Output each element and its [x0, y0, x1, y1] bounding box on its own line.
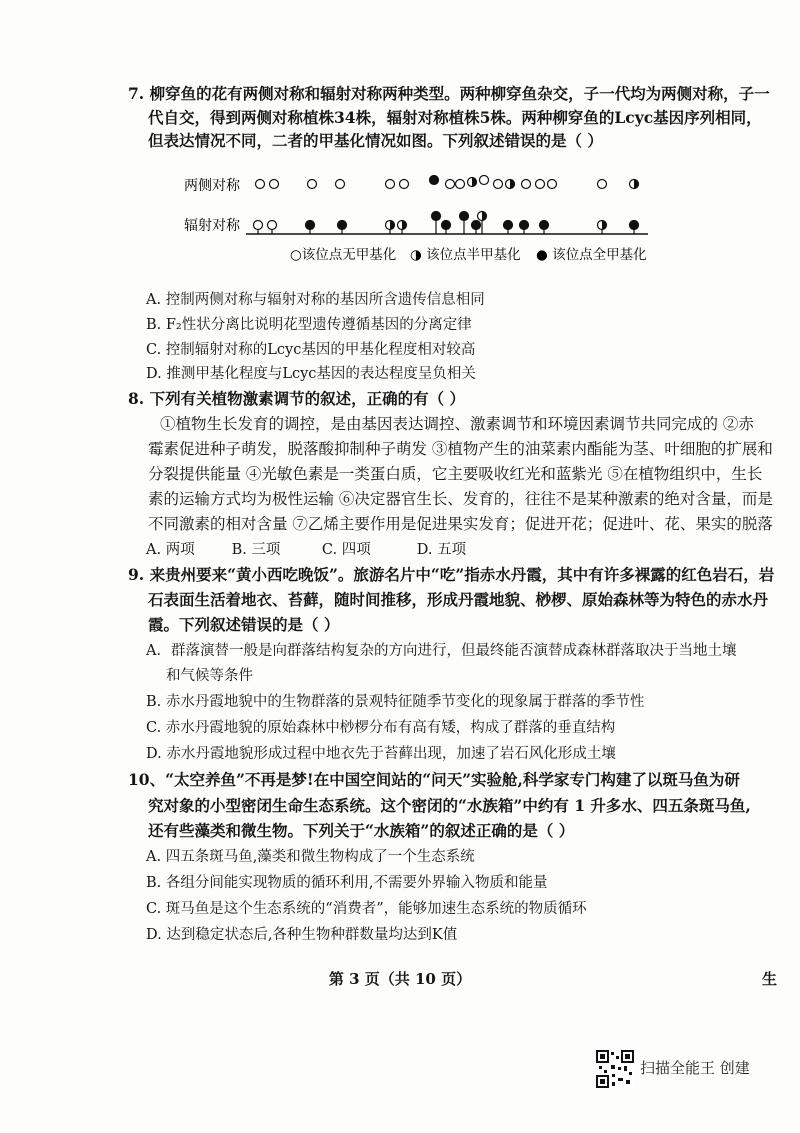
radial-site-full — [520, 221, 529, 235]
radial-site-full — [630, 221, 639, 235]
bilateral-site-full — [430, 176, 439, 185]
bilateral-sites — [256, 176, 639, 189]
radial-site-none — [268, 221, 277, 235]
bilateral-site-none — [536, 180, 545, 189]
bilateral-site-none — [336, 180, 345, 189]
radial-site-full — [432, 212, 441, 235]
q10-option-a: A. 四五条斑马鱼,藻类和微生物构成了一个生态系统 — [146, 849, 475, 865]
radial-site-full — [442, 221, 451, 235]
bilateral-site-none — [386, 180, 395, 189]
radial-site-full — [306, 221, 315, 235]
q7-option-b: B. F₂性状分离比说明花型遗传遵循基因的分离定律 — [146, 317, 472, 333]
bilateral-site-none — [308, 180, 317, 189]
page-number: 第 3 页（共 10 页） — [328, 970, 472, 988]
radial-site-full — [338, 221, 347, 235]
q9-stem-line-2: 石表面生活着地衣、苔藓，随时间推移，形成丹霞地貌、桫椤、原始森林等为特色的赤水丹 — [148, 590, 769, 609]
q7-stem-line-3: 但表达情况不同，二者的甲基化情况如图。下列叙述错误的是（ ） — [148, 131, 603, 150]
bilateral-site-none — [446, 180, 455, 189]
bilateral-site-half — [630, 180, 639, 189]
q7-stem-line-2: 代自交，得到两侧对称植株34株，辐射对称植株5株。两种柳穿鱼的Lcyc基因序列相同， — [148, 108, 762, 127]
q9-stem-line-3: 霞。下列叙述错误的是（ ） — [148, 615, 340, 634]
q7-option-a: A. 控制两侧对称与辐射对称的基因所含遗传信息相同 — [146, 292, 485, 308]
legend-full: ● 该位点全甲基化 — [536, 247, 647, 263]
legend-none: ○该位点无甲基化 — [290, 247, 397, 263]
radial-site-full — [472, 221, 481, 235]
qr-code-icon — [596, 1050, 634, 1088]
radial-site-none — [254, 221, 263, 235]
radial-site-half — [386, 221, 395, 235]
bilateral-site-none — [270, 180, 279, 189]
radial-site-half — [398, 221, 407, 235]
bilateral-site-none — [256, 180, 265, 189]
q7-option-d: D. 推测甲基化程度与Lcyc基因的表达程度呈负相关 — [146, 366, 476, 382]
q8-stem-line-3: 霉素促进种子萌发，脱落酸抑制种子萌发 ③植物产生的油菜素内酯能为茎、叶细胞的扩展和 — [148, 440, 773, 458]
radial-site-full — [540, 221, 549, 235]
q7-option-c: C. 控制辐射对称的Lcyc基因的甲基化程度相对较高 — [146, 342, 476, 358]
bilateral-site-half — [468, 178, 477, 187]
bilateral-site-none — [598, 180, 607, 189]
methylation-diagram — [178, 170, 668, 266]
side-mark: 生 — [762, 970, 778, 988]
bilateral-site-none — [494, 180, 503, 189]
q9-option-b: B. 赤水丹霞地貌中的生物群落的景观特征随季节变化的现象属于群落的季节性 — [146, 694, 645, 710]
q9-stem-line-1: 9. 来贵州要来“黄小西吃晚饭”。旅游名片中“吃”指赤水丹霞，其中有许多裸露的红色岩石，岩 — [128, 565, 775, 584]
bilateral-site-none — [548, 180, 557, 189]
bilateral-site-none — [456, 180, 465, 189]
q9-option-c: C. 赤水丹霞地貌的原始森林中桫椤分布有高有矮，构成了群落的垂直结构 — [146, 720, 616, 736]
bilateral-site-half — [506, 180, 515, 189]
q8-options: A. 两项 B. 三项 C. 四项 D. 五项 — [146, 542, 467, 558]
q7-stem-line-1: 7. 柳穿鱼的花有两侧对称和辐射对称两种类型。两种柳穿鱼杂交，子一代均为两侧对称，子一 — [128, 84, 770, 103]
q10-stem-line-2: 究对象的小型密闭生命生态系统。这个密闭的“水族箱”中约有 1 升多水、四五条斑马鱼, — [148, 796, 751, 815]
radial-site-full — [504, 221, 513, 235]
bilateral-site-none — [522, 180, 531, 189]
q8-stem-line-1: 8. 下列有关植物激素调节的叙述，正确的有（ ） — [128, 389, 465, 408]
q9-option-d: D. 赤水丹霞地貌形成过程中地衣先于苔藓出现，加速了岩石风化形成土壤 — [146, 746, 616, 762]
q10-stem-line-3: 还有些藻类和微生物。下列关于“水族箱”的叙述正确的是（ ） — [148, 821, 575, 840]
bilateral-site-none — [480, 176, 489, 185]
row-label-radial: 辐射对称 — [184, 218, 240, 234]
q9-option-a: A．群落演替一般是向群落结构复杂的方向进行，但最终能否演替成森林群落取决于当地土壤 — [146, 643, 737, 659]
q9-option-a-cont: 和气候等条件 — [166, 668, 253, 684]
scanner-watermark: 扫描全能王 创建 — [640, 1059, 750, 1077]
bilateral-site-none — [400, 180, 409, 189]
q10-option-d: D. 达到稳定状态后,各种生物种群数量均达到K值 — [146, 927, 458, 943]
q8-stem-line-2: ①植物生长发育的调控，是由基因表达调控、激素调节和环境因素调节共同完成的 ②赤 — [160, 415, 754, 433]
radial-sites — [254, 212, 639, 235]
radial-site-full — [460, 212, 469, 235]
q10-option-b: B. 各组分间能实现物质的循环利用,不需要外界输入物质和能量 — [146, 875, 548, 891]
radial-site-half — [598, 221, 607, 235]
q10-option-c: C. 斑马鱼是这个生态系统的“消费者”，能够加速生态系统的物质循环 — [146, 901, 587, 917]
legend-half: ◑ 该位点半甲基化 — [410, 247, 521, 263]
q8-stem-line-4: 分裂提供能量 ④光敏色素是一类蛋白质，它主要吸收红光和蓝紫光 ⑤在植物组织中，生长 — [148, 465, 763, 483]
q8-stem-line-5: 素的运输方式均为极性运输 ⑥决定器官生长、发育的，往往不是某种激素的绝对含量，而是 — [148, 490, 773, 508]
q10-stem-line-1: 10、“太空养鱼”不再是梦!在中国空间站的“问天”实验舱,科学家专门构建了以斑马鱼为研 — [128, 770, 740, 789]
q8-stem-line-6: 不同激素的相对含量 ⑦乙烯主要作用是促进果实发育；促进开花；促进叶、花、果实的脱落 — [148, 515, 773, 533]
row-label-bilateral: 两侧对称 — [184, 178, 240, 194]
